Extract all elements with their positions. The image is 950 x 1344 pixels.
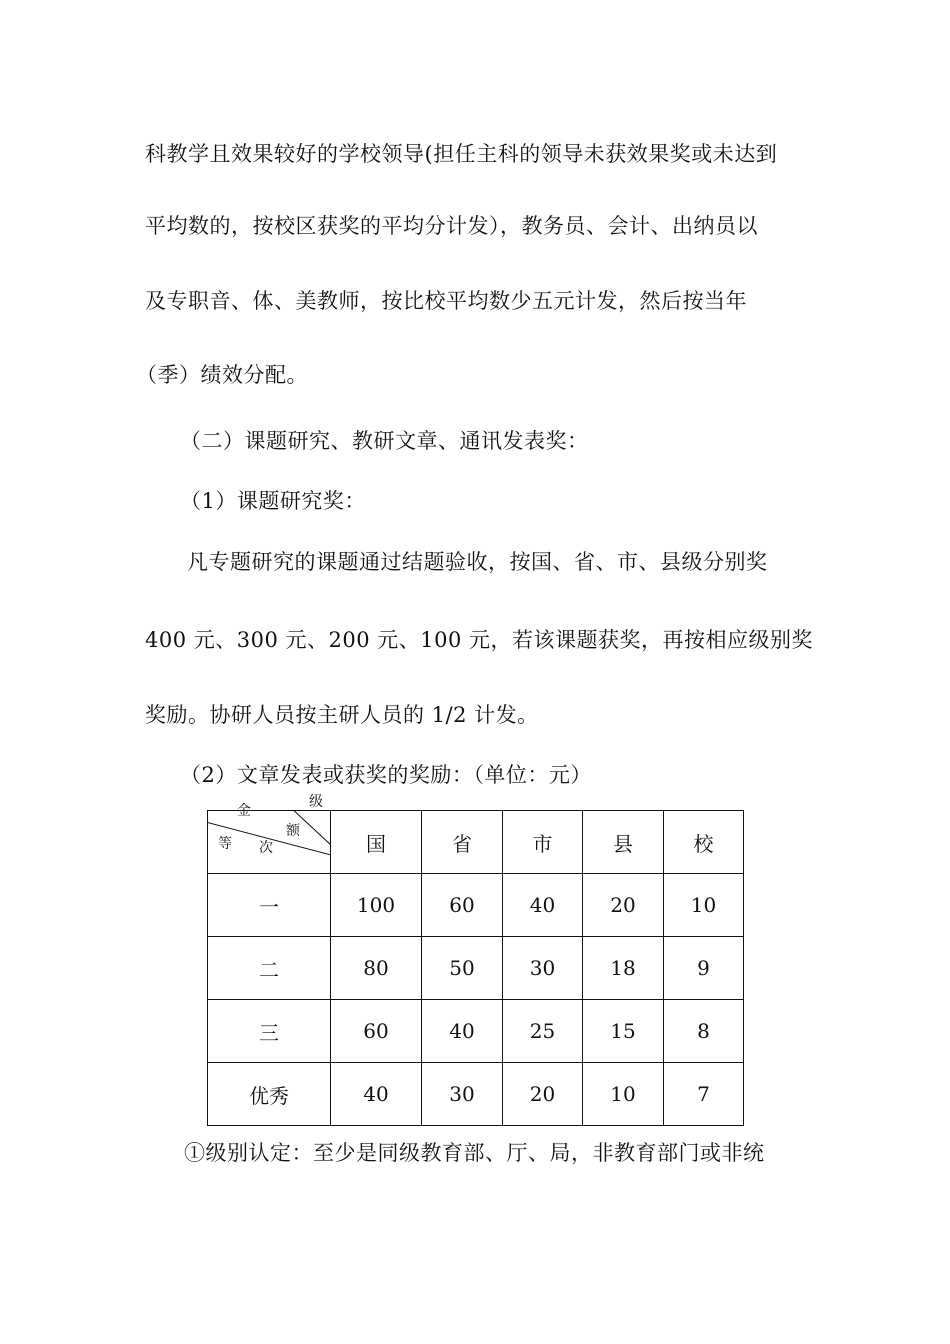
table-cell: 60 xyxy=(422,874,503,937)
table-cell: 25 xyxy=(503,1000,583,1063)
award-table xyxy=(207,794,744,1126)
corner-label-e: 额 xyxy=(286,823,300,839)
header-cell: 县 xyxy=(583,811,664,874)
paragraph-line: 凡专题研究的课题通过结题验收，按国、省、市、县级分别奖 xyxy=(187,550,768,574)
table-cell: 15 xyxy=(583,1000,664,1063)
paragraph-line: 奖励。协研人员按主研人员的 1/2 计发。 xyxy=(145,703,539,727)
paragraph-line: 及专职音、体、美教师，按比校平均数少五元计发，然后按当年 xyxy=(145,289,747,313)
section-heading: （二）课题研究、教研文章、通讯发表奖： xyxy=(180,429,589,453)
table-cell: 18 xyxy=(583,937,664,1000)
table-cell: 7 xyxy=(664,1063,744,1126)
table-row xyxy=(208,1063,744,1126)
row-label-cell: 一 xyxy=(208,874,331,937)
header-cell: 校 xyxy=(664,811,744,874)
table-cell: 30 xyxy=(422,1063,503,1126)
row-label-cell: 二 xyxy=(208,937,331,1000)
row-label-cell: 优秀 xyxy=(208,1063,331,1126)
corner-label-deng: 等 xyxy=(218,836,232,852)
header-cell: 市 xyxy=(503,811,583,874)
row-label-cell: 三 xyxy=(208,1000,331,1063)
table-cell: 30 xyxy=(503,937,583,1000)
table-cell: 40 xyxy=(331,1063,422,1126)
table-cell: 50 xyxy=(422,937,503,1000)
table-cell: 100 xyxy=(331,874,422,937)
table-row xyxy=(208,1000,744,1063)
table-cell: 9 xyxy=(664,937,744,1000)
paragraph-line: 400 元、300 元、200 元、100 元，若该课题获奖，再按相应级别奖 xyxy=(145,628,814,652)
corner-label-ci: 次 xyxy=(259,840,273,856)
table-caption: （2）文章发表或获奖的奖励：（单位：元） xyxy=(180,763,592,787)
paragraph-line: ①级别认定：至少是同级教育部、厅、局，非教育部门或非统 xyxy=(184,1141,765,1165)
paragraph-line: 平均数的，按校区获奖的平均分计发），教务员、会计、出纳员以 xyxy=(145,214,758,238)
corner-label-ji: 级 xyxy=(309,794,323,810)
header-cell: 省 xyxy=(422,811,503,874)
table-cell: 20 xyxy=(503,1063,583,1126)
paragraph-line: 科教学且效果较好的学校领导(担任主科的领导未获效果奖或未达到 xyxy=(145,142,778,166)
diagonal-header-cell xyxy=(208,794,331,874)
table-cell: 8 xyxy=(664,1000,744,1063)
header-cell: 国 xyxy=(331,811,422,874)
table-row xyxy=(208,874,744,937)
table-header-row xyxy=(208,811,744,874)
table-cell: 20 xyxy=(583,874,664,937)
table-cell: 40 xyxy=(503,874,583,937)
paragraph-line: （季）绩效分配。 xyxy=(136,363,308,387)
corner-label-jin: 金 xyxy=(237,803,251,819)
table-row xyxy=(208,937,744,1000)
table-cell: 80 xyxy=(331,937,422,1000)
subsection-heading: （1）课题研究奖： xyxy=(180,489,366,513)
table-cell: 40 xyxy=(422,1000,503,1063)
table-cell: 10 xyxy=(664,874,744,937)
table-cell: 60 xyxy=(331,1000,422,1063)
table-cell: 10 xyxy=(583,1063,664,1126)
